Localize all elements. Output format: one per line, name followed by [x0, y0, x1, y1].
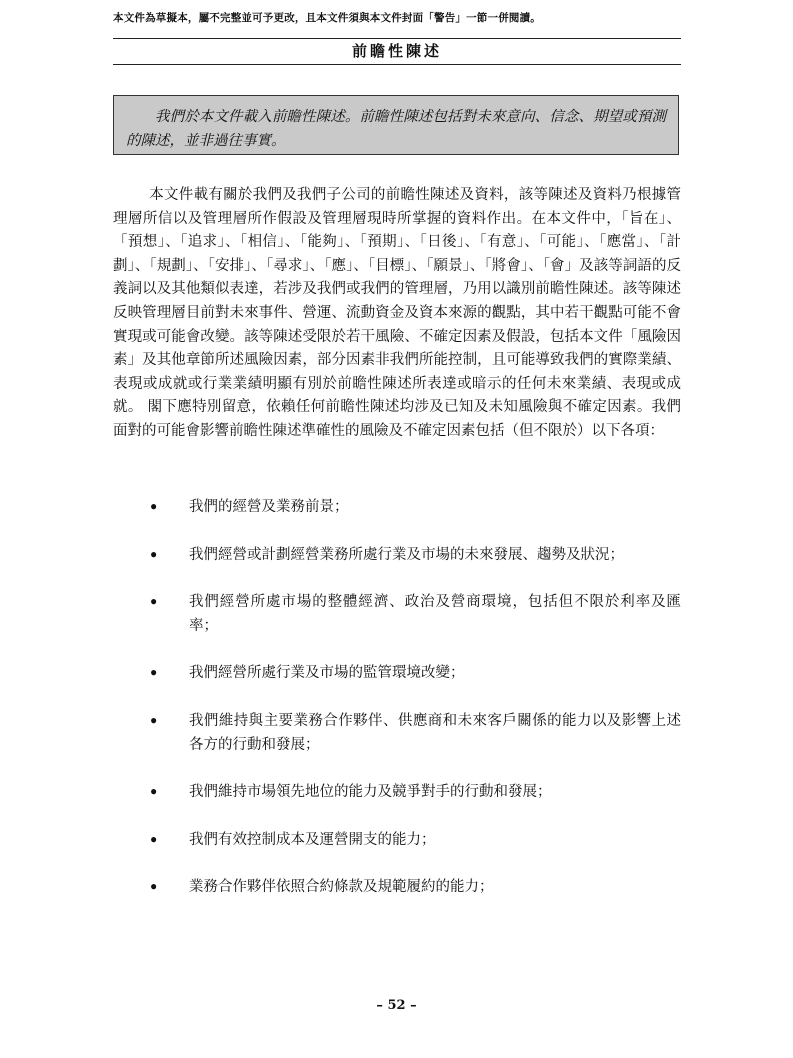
- title-rule-top: [113, 38, 681, 39]
- list-item: [113, 591, 681, 638]
- list-item-text: 我們的經營及業務前景；: [189, 499, 349, 515]
- list-item: [113, 829, 681, 853]
- list-item-text: 我們有效控制成本及運營開支的能力；: [189, 831, 436, 848]
- list-item: [113, 710, 681, 757]
- bullet-icon: •: [149, 879, 159, 897]
- draft-warning-note: 本文件為草擬本，屬不完整並可予更改，且本文件須與本文件封面「警告」一節一併閱讀。: [113, 12, 541, 24]
- bullet-icon: •: [149, 784, 159, 802]
- summary-callout-text: 我們於本文件載入前瞻性陳述。前瞻性陳述包括對未來意向、信念、期望或預測的陳述，並非過往事實。: [126, 109, 666, 149]
- list-item: [113, 781, 681, 805]
- list-item: [113, 662, 681, 686]
- body-paragraph: 本文件載有關於我們及我們子公司的前瞻性陳述及資料，該等陳述及資料乃根據管理層所信以及管理層所作假設及管理層現時所掌握的資料作出。在本文件中，「旨在」、「預想」、「追求」、「相信」、「能夠」、「預期」、「日後」、「有意」、「可能」、「應當」、「計劃」、「規劃」、「安排」、「尋求」、「應」、「目標」、「願景」、「將會」、「會」及該等詞語的反義詞以及其他類似表達，若涉及我們或我們的管理層，乃用以識別前瞻性陳述。該等陳述反映管理層目前對未來事件、營運、流動資金及資本來源的觀點，其中若干觀點可能不會實現或可能會改變。該等陳述受限於若干風險、不確定因素及假設，包括本文件「風險因素」及其他章節所述風險因素，部分因素非我們所能控制，且可能導致我們的實際業績、表現或成就或行業業績明顯有別於前瞻性陳述所表達或暗示的任何未來業績、表現或成就。 閣下應特別留意，依賴任何前瞻性陳述均涉及已知及未知風險與不確定因素。我們面對的可能會影響前瞻性陳述準確性的風險及不確定因素包括（但不限於）以下各項：: [113, 187, 681, 439]
- bullet-icon: •: [149, 594, 159, 612]
- bullet-icon: •: [149, 665, 159, 683]
- list-item-text: 我們維持市場領先地位的能力及競爭對手的行動和發展；: [189, 784, 552, 801]
- list-item-text: 我們經營所處市場的整體經濟、政治及營商環境，包括但不限於利率及匯率；: [189, 594, 681, 634]
- summary-callout-box: [113, 95, 679, 155]
- bullet-icon: •: [149, 712, 159, 730]
- list-item: [113, 876, 681, 900]
- section-title: 前瞻性陳述: [351, 42, 442, 60]
- list-item: [113, 496, 681, 520]
- list-item: [113, 544, 681, 568]
- list-item-text: 我們經營所處行業及市場的監管環境改變；: [189, 665, 465, 682]
- list-item-text: 業務合作夥伴依照合約條款及規範履約的能力；: [189, 879, 494, 896]
- risk-factor-list: [113, 496, 681, 900]
- bullet-icon: •: [149, 831, 159, 849]
- page-number: – 52 –: [376, 998, 417, 1013]
- title-rule-bottom: [113, 64, 681, 65]
- bullet-icon: •: [149, 546, 159, 564]
- bullet-icon: •: [149, 499, 159, 516]
- list-item-text: 我們維持與主要業務合作夥伴、供應商和未來客戶關係的能力以及影響上述各方的行動和發展；: [189, 712, 681, 753]
- list-item-text: 我們經營或計劃經營業務所處行業及市場的未來發展、趨勢及狀況；: [189, 546, 624, 563]
